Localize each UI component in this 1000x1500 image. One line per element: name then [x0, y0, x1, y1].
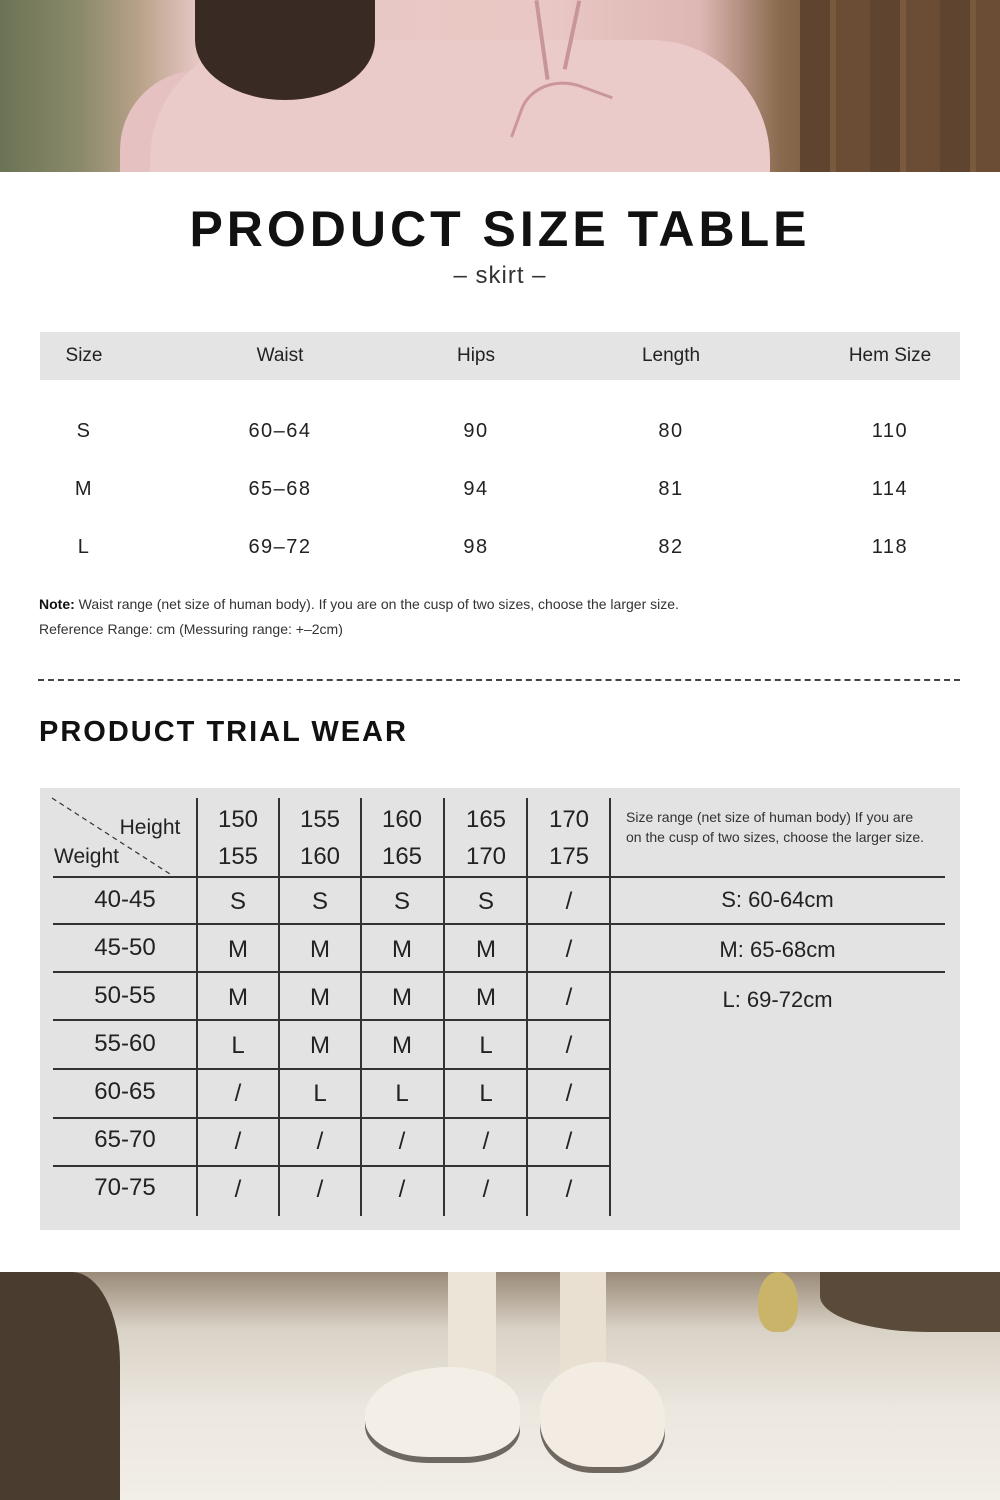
height-range-bottom: 155 [217, 843, 259, 870]
header-length: Length [641, 345, 701, 366]
length-cell: 81 [658, 478, 684, 500]
weight-label: Weight [54, 845, 119, 868]
grid-cell: M [392, 1032, 412, 1059]
height-range-bottom: 160 [299, 843, 341, 870]
grid-cell: M [310, 984, 330, 1011]
height-range-top: 150 [217, 806, 259, 833]
dashed-divider [38, 679, 960, 681]
note-text: Waist range (net size of human body). If you are on the cusp of two sizes, choose the larger size. [74, 596, 679, 612]
size-note [39, 596, 679, 612]
grid-cell: M [310, 1032, 330, 1059]
header-waist: Waist [256, 345, 304, 366]
height-range-bottom: 175 [548, 843, 590, 870]
hips-cell: 98 [463, 536, 489, 558]
size-range-s: S: 60-64cm [721, 887, 834, 912]
grid-cell: / [565, 1080, 573, 1107]
grid-cell: / [234, 1128, 242, 1155]
header-hips: Hips [456, 345, 495, 366]
grid-cell: / [316, 1128, 324, 1155]
row-divider [53, 1068, 610, 1070]
grid-cell: M [228, 936, 248, 963]
hips-cell: 94 [463, 478, 489, 500]
hem-cell: 118 [871, 536, 909, 558]
grid-cell: / [565, 1128, 573, 1155]
fluffy-shoe [365, 1367, 520, 1457]
length-cell: 82 [658, 536, 684, 558]
hem-cell: 114 [871, 478, 909, 500]
row-divider [53, 971, 945, 973]
grid-cell: M [392, 936, 412, 963]
grid-cell: L [313, 1080, 327, 1107]
rock [820, 1272, 1000, 1332]
weight-range: 60-65 [94, 1078, 156, 1105]
height-label: Height [119, 816, 181, 839]
height-range-top: 170 [548, 806, 590, 833]
row-divider [53, 876, 945, 878]
page-subtitle: – skirt – [453, 262, 547, 289]
grid-cell: / [565, 936, 573, 963]
ornament [758, 1272, 798, 1332]
grid-cell: S [311, 888, 328, 915]
grid-cell: S [229, 888, 246, 915]
grid-cell: / [234, 1176, 242, 1203]
height-range-bottom: 165 [381, 843, 423, 870]
trial-section-title: PRODUCT TRIAL WEAR [39, 716, 408, 748]
grid-cell: / [398, 1128, 406, 1155]
grid-cell: L [231, 1032, 245, 1059]
grid-cell: / [565, 888, 573, 915]
size-range-info-line: on the cusp of two sizes, choose the larger size. [626, 829, 925, 845]
height-range-top: 160 [381, 806, 423, 833]
length-cell: 80 [658, 420, 684, 442]
grid-cell: / [234, 1080, 242, 1107]
grid-cell: / [565, 1032, 573, 1059]
grid-cell: L [395, 1080, 409, 1107]
row-divider [53, 1019, 610, 1021]
size-cell: S [76, 420, 92, 442]
bottom-product-photo [0, 1272, 1000, 1500]
grid-cell: L [479, 1032, 493, 1059]
grid-cell: / [565, 1176, 573, 1203]
grid-cell: / [565, 984, 573, 1011]
note-label: Note: [39, 596, 75, 612]
rock [0, 1272, 120, 1500]
weight-range: 45-50 [94, 934, 156, 961]
height-range-bottom: 170 [465, 843, 507, 870]
header-hem-size: Hem Size [848, 345, 932, 366]
waist-cell: 65–68 [248, 478, 312, 500]
row-divider [53, 1117, 610, 1119]
fluffy-shoe [540, 1362, 665, 1467]
grid-cell: M [392, 984, 412, 1011]
hem-cell: 110 [871, 420, 909, 442]
grid-cell: M [310, 936, 330, 963]
height-range-top: 155 [299, 806, 341, 833]
waist-cell: 60–64 [248, 420, 312, 442]
weight-range: 65-70 [94, 1126, 156, 1153]
reference-note: Reference Range: cm (Messuring range: +–2cm) [39, 621, 343, 637]
grid-cell: / [482, 1176, 490, 1203]
hips-cell: 90 [463, 420, 489, 442]
height-range-top: 165 [465, 806, 507, 833]
grid-cell: / [316, 1176, 324, 1203]
size-range-l: L: 69-72cm [722, 987, 833, 1012]
waist-cell: 69–72 [248, 536, 312, 558]
grid-cell: M [476, 936, 496, 963]
row-divider [53, 1165, 610, 1167]
wood-background [800, 0, 1000, 172]
grid-cell: S [477, 888, 494, 915]
size-cell: L [77, 536, 91, 558]
size-range-info-line: Size range (net size of human body) If you are [626, 809, 914, 825]
row-divider [53, 923, 945, 925]
page-title: PRODUCT SIZE TABLE [189, 201, 811, 257]
weight-range: 50-55 [94, 982, 156, 1009]
header-size: Size [65, 345, 103, 366]
grid-cell: S [393, 888, 410, 915]
leg [448, 1272, 496, 1382]
grid-cell: / [482, 1128, 490, 1155]
size-cell: M [74, 478, 94, 500]
grid-cell: / [398, 1176, 406, 1203]
size-range-m: M: 65-68cm [719, 937, 836, 962]
weight-range: 70-75 [94, 1174, 156, 1201]
grid-cell: L [479, 1080, 493, 1107]
grid-cell: M [476, 984, 496, 1011]
weight-range: 55-60 [94, 1030, 156, 1057]
top-product-photo [0, 0, 1000, 172]
weight-range: 40-45 [94, 886, 156, 913]
grid-cell: M [228, 984, 248, 1011]
